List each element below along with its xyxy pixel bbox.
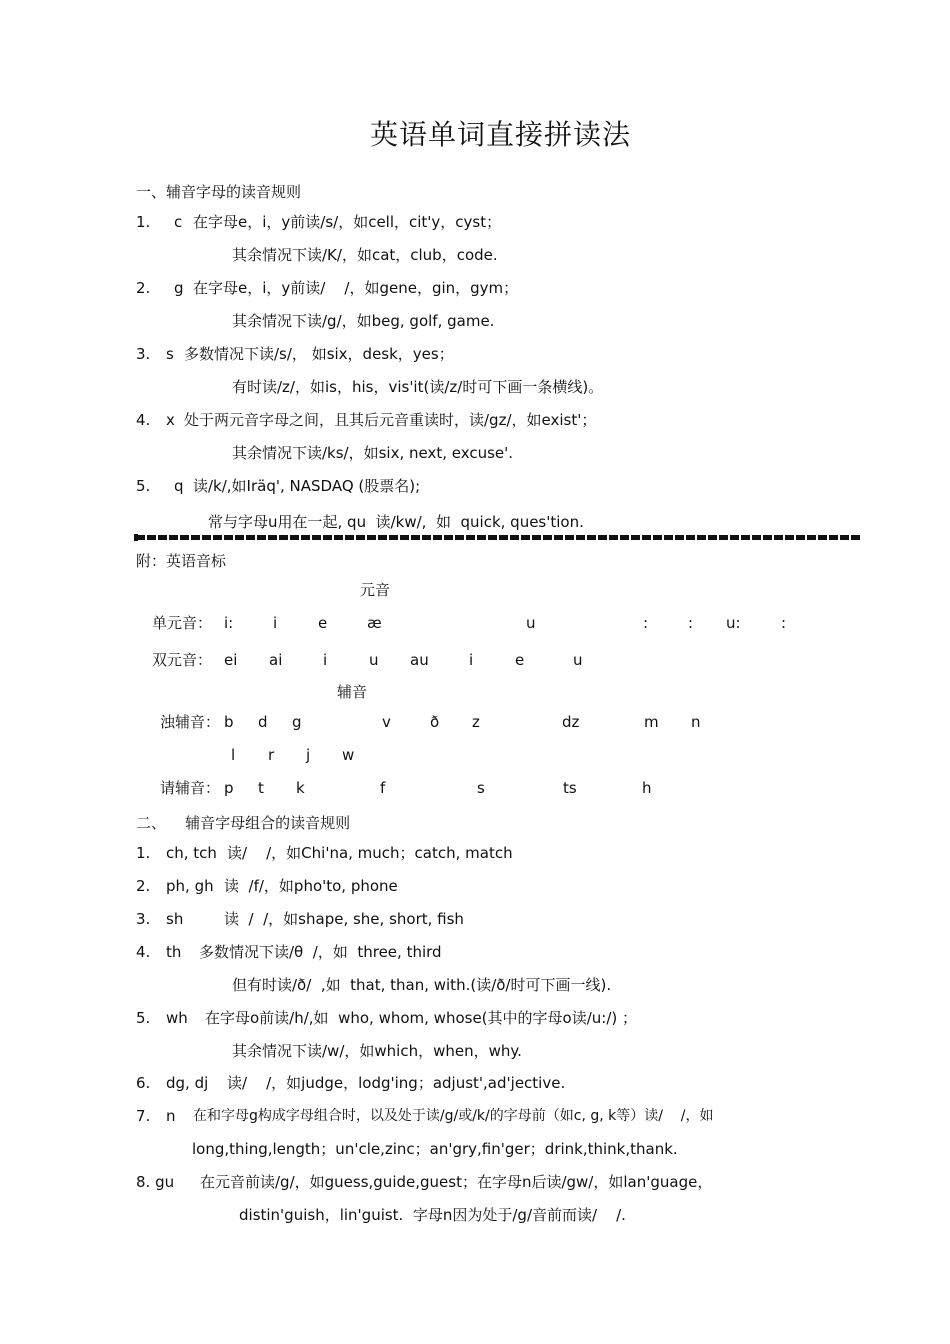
rule-line: 多数情况下读/θ /，如 three, third xyxy=(199,943,442,961)
rule-combo: dg, dj xyxy=(166,1074,209,1092)
phonetic-symbol: u xyxy=(573,651,583,669)
phonetic-symbol: : xyxy=(688,614,694,632)
voiceless-label: 请辅音： xyxy=(160,779,221,797)
phonetic-symbol: e xyxy=(318,614,328,632)
rule-number: 2. xyxy=(136,279,151,297)
rule-line: long,thing,length；un'cle,zinc；an'gry,fin'ger；drink,think,thank. xyxy=(192,1140,678,1158)
phonetic-symbol: h xyxy=(642,779,652,797)
rule-letter: x xyxy=(166,411,175,429)
rule-combo: n xyxy=(166,1107,176,1125)
vowels-title: 元音 xyxy=(360,581,391,599)
voiced-label: 浊辅音： xyxy=(160,713,221,731)
phonetic-symbol: i xyxy=(323,651,328,669)
phonetic-symbol: d xyxy=(258,713,268,731)
rule-number: 5. xyxy=(136,1009,151,1027)
phonetic-symbol: u xyxy=(526,614,536,632)
rule-number: 7. xyxy=(136,1107,151,1125)
phonetic-symbol: æ xyxy=(367,614,382,632)
rule-letter: c xyxy=(174,213,183,231)
phonetic-symbol: i xyxy=(469,651,474,669)
rule-number: 4. xyxy=(136,943,151,961)
rule-line: 在字母e，i，y前读/ /，如gene，gin，gym； xyxy=(193,279,519,297)
phonetic-symbol: g xyxy=(292,713,302,731)
consonants-title: 辅音 xyxy=(337,683,368,701)
phonetic-symbol: au xyxy=(410,651,429,669)
phonetic-symbol: : xyxy=(781,614,787,632)
phonetic-symbol: t xyxy=(258,779,264,797)
rule-line: 在字母o前读/h/,如 who, whom, whose(其中的字母o读/u:/) ； xyxy=(205,1009,637,1027)
rule-number: 8. gu xyxy=(136,1173,175,1191)
phonetic-symbol: r xyxy=(268,746,275,764)
rule-letter: s xyxy=(166,345,174,363)
rule-number: 5. xyxy=(136,477,151,495)
rule-line: 处于两元音字母之间，且其后元音重读时，读/gz/，如exist'； xyxy=(184,411,597,429)
phonetic-symbol: : xyxy=(643,614,649,632)
dashed-divider xyxy=(136,535,862,540)
rule-letter: q xyxy=(174,477,184,495)
rule-line: 在元音前读/g/，如guess,guide,guest；在字母n后读/gw/，如lan'guage， xyxy=(200,1173,713,1191)
phonetic-symbol: w xyxy=(342,746,355,764)
rule-line: 在字母e，i，y前读/s/，如cell，cit'y，cyst； xyxy=(193,213,502,231)
rule-line: 读/k/,如Iräq', NASDAQ (股票名); xyxy=(193,477,421,495)
rule-number: 1. xyxy=(136,213,151,231)
phonetic-symbol: ð xyxy=(430,713,440,731)
rule-line: distin'guish，lin'guist. 字母n因为处于/g/音前而读/ /. xyxy=(239,1206,626,1224)
rule-combo: ch, tch xyxy=(166,844,217,862)
rule-line: 有时读/z/，如is，his，vis'it(读/z/时可下画一条横线)。 xyxy=(232,378,604,396)
rule-line: 多数情况下读/s/， 如six，desk，yes； xyxy=(184,345,454,363)
rule-line: 其余情况下读/g/，如beg, golf, game. xyxy=(232,312,495,330)
rule-combo: ph, gh xyxy=(166,877,214,895)
phonetic-symbol: dz xyxy=(562,713,580,731)
phonetic-symbol: z xyxy=(472,713,480,731)
phonetic-symbol: ei xyxy=(224,651,238,669)
rule-line: 读 / /，如shape, she, short, fish xyxy=(224,910,464,928)
rule-letter: g xyxy=(174,279,184,297)
rule-line: 常与字母u用在一起, qu 读/kw/, 如 quick, ques'tion. xyxy=(208,513,584,531)
rule-combo: th xyxy=(166,943,182,961)
phonetic-symbol: u xyxy=(369,651,379,669)
phonetic-symbol: u: xyxy=(726,614,741,632)
rule-number: 2. xyxy=(136,877,151,895)
phonetic-symbol: v xyxy=(382,713,391,731)
rule-line: 其余情况下读/K/，如cat，club，code. xyxy=(232,246,498,264)
rule-number: 3. xyxy=(136,910,151,928)
phonetic-symbol: i: xyxy=(224,614,234,632)
rule-line: 但有时读/ð/ ,如 that, than, with.(读/ð/时可下画一线). xyxy=(232,976,612,994)
rule-number: 3. xyxy=(136,345,151,363)
phonetic-symbol: p xyxy=(224,779,234,797)
section1-heading: 一、辅音字母的读音规则 xyxy=(136,183,302,201)
rule-line: 其余情况下读/w/，如which，when，why. xyxy=(232,1042,522,1060)
phonetic-symbol: ts xyxy=(563,779,577,797)
phonetic-symbol: e xyxy=(515,651,525,669)
phonetic-symbol: m xyxy=(644,713,659,731)
diphthongs-label: 双元音： xyxy=(152,651,213,669)
phonetic-symbol: i xyxy=(273,614,278,632)
rule-line: 读/ /，如Chi'na, much；catch, match xyxy=(227,844,513,862)
monophthongs-label: 单元音： xyxy=(152,614,213,632)
page-title: 英语单词直接拼读法 xyxy=(370,118,632,151)
phonetic-symbol: s xyxy=(477,779,485,797)
phonetic-symbol: k xyxy=(296,779,305,797)
rule-number: 4. xyxy=(136,411,151,429)
rule-number: 6. xyxy=(136,1074,151,1092)
rule-combo: sh xyxy=(166,910,184,928)
phonetic-symbol: l xyxy=(231,746,236,764)
phonetic-symbol: b xyxy=(224,713,234,731)
phonetic-symbol: j xyxy=(306,746,311,764)
rule-combo: wh xyxy=(166,1009,188,1027)
rule-number: 1. xyxy=(136,844,151,862)
phonetic-symbol: ai xyxy=(269,651,283,669)
section2-heading: 二、 辅音字母组合的读音规则 xyxy=(136,814,351,832)
rule-line: 在和字母g构成字母组合时，以及处于读/g/或/k/的字母前（如c, g, k等）读/ /，如 xyxy=(193,1108,714,1124)
rule-line: 其余情况下读/ks/，如six, next, excuse'. xyxy=(232,444,514,462)
appendix-heading: 附：英语音标 xyxy=(136,552,227,570)
rule-line: 读 /f/，如pho'to, phone xyxy=(224,877,398,895)
rule-line: 读/ /，如judge，lodg'ing；adjust',ad'jective. xyxy=(227,1074,566,1092)
phonetic-symbol: n xyxy=(691,713,701,731)
phonetic-symbol: f xyxy=(380,779,386,797)
